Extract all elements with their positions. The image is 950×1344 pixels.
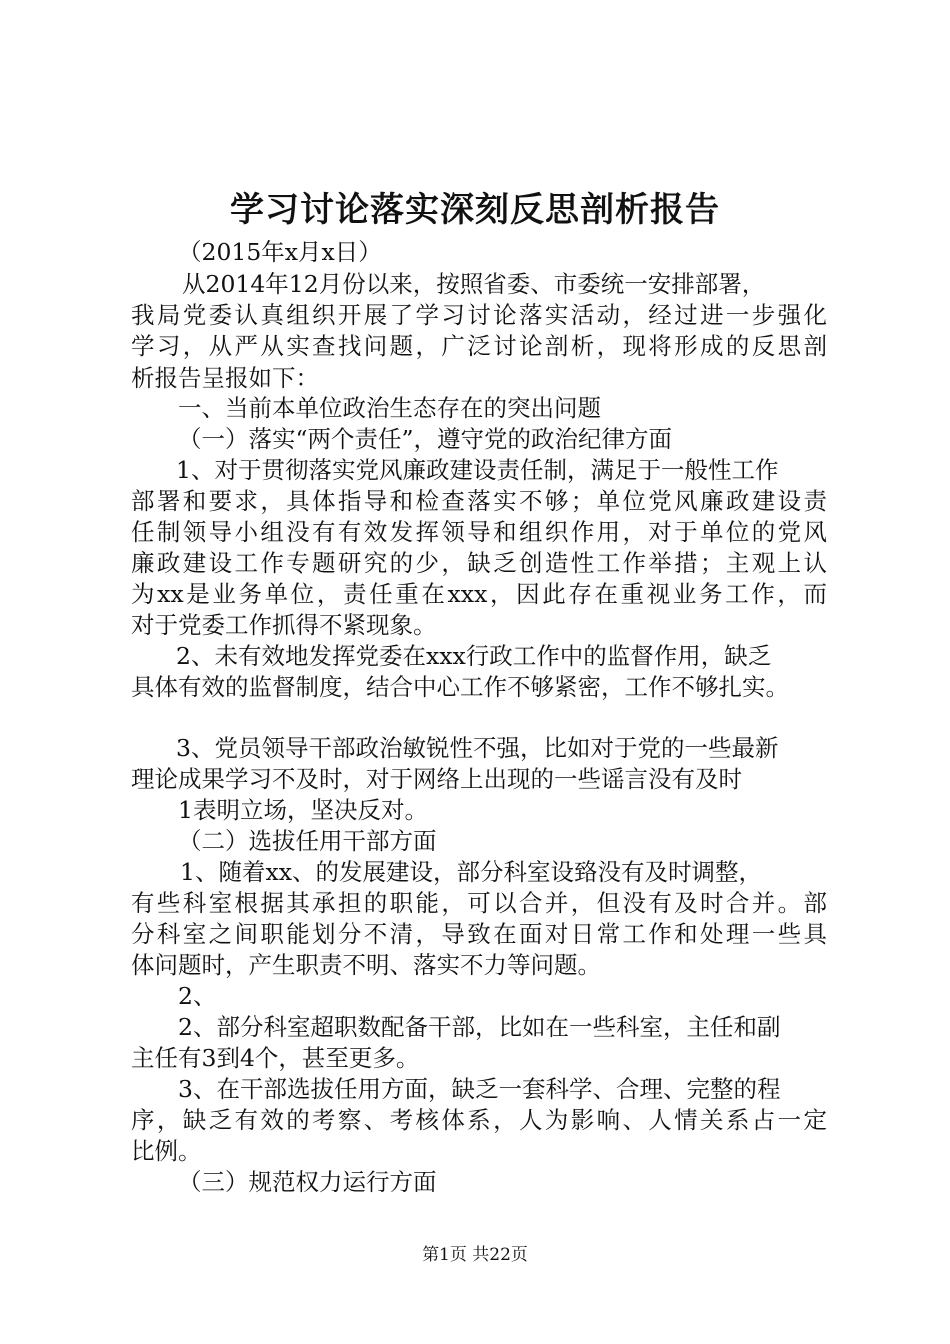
subsection-heading: （二）选拔任用干部方面 bbox=[178, 827, 437, 855]
paragraph-line: 2、部分科室超职数配备干部，比如在一些科室，主任和副 bbox=[178, 1013, 781, 1041]
paragraph-line: 3、在干部选拔任用方面，缺乏一套科学、合理、完整的程 bbox=[178, 1075, 781, 1103]
paragraph-line: 有些科室根据其承担的职能，可以合并，但没有及时合并。部 bbox=[131, 889, 827, 917]
paragraph-line: 学习，从严从实查找问题，广泛讨论剖析，现将形成的反思剖 bbox=[131, 332, 827, 360]
paragraph-line: 主任有3到4个，甚至更多。 bbox=[131, 1044, 420, 1072]
paragraph-line: 比例。 bbox=[131, 1137, 202, 1165]
section-heading: 一、当前本单位政治生态存在的突出问题 bbox=[178, 394, 601, 422]
page-footer: 第1页 共22页 bbox=[422, 1245, 528, 1265]
paragraph-line: 分科室之间职能划分不清，导致在面对日常工作和处理一些具 bbox=[131, 920, 827, 948]
paragraph-line: 序，缺乏有效的考察、考核体系，人为影响、人情关系占一定 bbox=[131, 1106, 827, 1134]
paragraph-line: 2、未有效地发挥党委在xxx行政工作中的监督作用，缺乏 bbox=[176, 642, 772, 670]
date-line: （2015年x月x日） bbox=[178, 238, 382, 266]
paragraph-line: 1表明立场，坚决反对。 bbox=[178, 796, 428, 824]
paragraph-line: 我局党委认真组织开展了学习讨论落实活动，经过进一步强化 bbox=[131, 301, 827, 329]
document-title: 学习讨论落实深刻反思剖析报告 bbox=[230, 190, 720, 230]
paragraph-line: 任制领导小组没有有效发挥领导和组织作用，对于单位的党风 bbox=[131, 518, 827, 546]
paragraph-line: 具体有效的监督制度，结合中心工作不够紧密，工作不够扎实。 bbox=[131, 673, 789, 701]
paragraph-line: 理论成果学习不及时，对于网络上出现的一些谣言没有及时 bbox=[131, 765, 742, 793]
paragraph-line: 1、随着xx、的发展建设，部分科室设臵没有及时调整， bbox=[180, 858, 762, 886]
subsection-heading: （一）落实“两个责任”，遵守党的政治纪律方面 bbox=[178, 425, 673, 453]
paragraph-line: 3、党员领导干部政治敏锐性不强，比如对于党的一些最新 bbox=[176, 734, 779, 762]
paragraph-line: 析报告呈报如下： bbox=[131, 364, 319, 392]
paragraph-line: 为xx是业务单位，责任重在xxx，因此存在重视业务工作，而 bbox=[131, 580, 827, 608]
subsection-heading: （三）规范权力运行方面 bbox=[178, 1168, 437, 1196]
paragraph-line: 对于党委工作抓得不紧现象。 bbox=[131, 611, 437, 639]
paragraph-line: 部署和要求，具体指导和检查落实不够；单位党风廉政建设责 bbox=[131, 487, 827, 515]
paragraph-line: 廉政建设工作专题研究的少，缺乏创造性工作举措；主观上认 bbox=[131, 549, 827, 577]
paragraph-line: 1、对于贯彻落实党风廉政建设责任制，满足于一般性工作 bbox=[176, 456, 779, 484]
paragraph-line: 2、 bbox=[178, 982, 217, 1010]
paragraph-line: 从2014年12月份以来，按照省委、市委统一安排部署， bbox=[182, 270, 766, 298]
paragraph-line: 体问题时，产生职责不明、落实不力等问题。 bbox=[131, 951, 601, 979]
